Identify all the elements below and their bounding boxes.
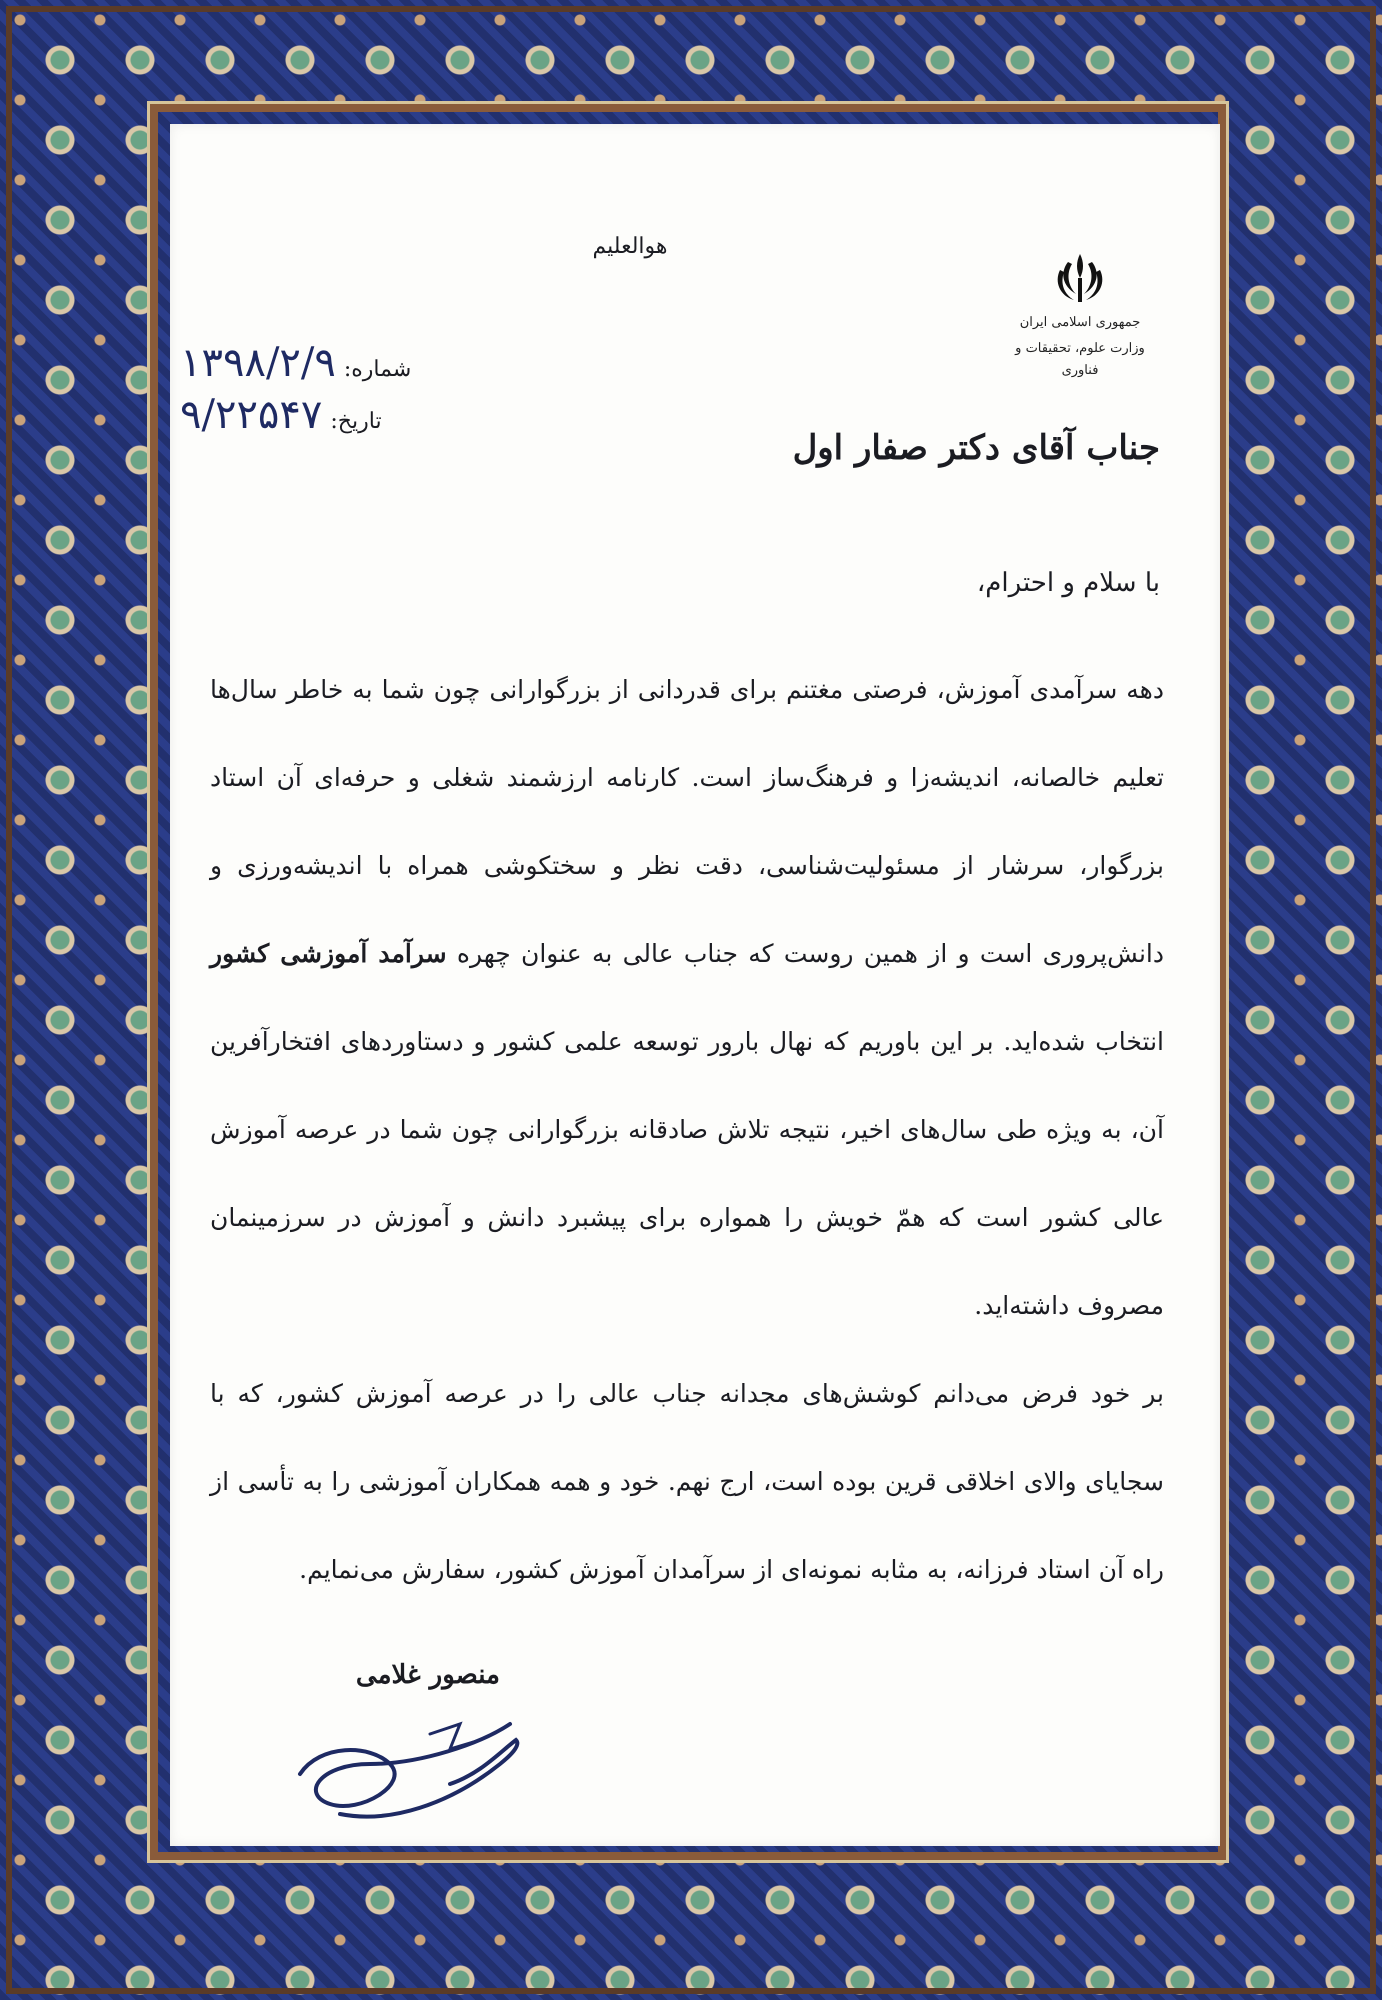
reference-date-value: ۹/۲۲۵۴۷ <box>180 392 323 438</box>
signer-name: منصور غلامی <box>355 1660 500 1690</box>
reference-number-label: شماره: <box>343 357 412 382</box>
reference-number-value: ۱۳۹۸/۲/۹ <box>180 340 336 386</box>
paragraph-2-text: بر خود فرض می‌دانم کوشش‌های مجدانه جناب عالی را در عرصه آموزش کشور، که با سجایای والای اخلاقی قرین بوده است، ارج نهم. خود و همه همکاران آموزشی را به تأسی از راه آن استاد فرزانه، به مثابه نمونه‌ای از سرآمدان آموزش کشور، سفارش می‌نمایم. <box>210 1379 1164 1584</box>
letterhead-emblem <box>1000 248 1160 382</box>
paragraph-1-text-start: دهه سرآمدی آموزش، فرصتی مغتنم برای قدردانی از بزرگوارانی چون شما به خاطر سال‌ها تعلیم خالصانه، اندیشه‌زا و فرهنگ‌ساز است. کارنامه ارزشمند شغلی و حرفه‌ای آن استاد بزرگوار، سرشار از مسئولیت‌شناسی، دقت نظر و سختکوشی همراه با اندیشه‌ورزی و دانش‌پروری است و از همین روست که جناب عالی به عنوان چهره <box>210 675 1164 968</box>
reference-number-row <box>180 340 490 392</box>
iran-emblem-icon <box>1050 248 1110 308</box>
emblem-country-text: جمهوری اسلامی ایران <box>1019 315 1141 330</box>
recipient-line: جناب آقای دکتر صفار اول <box>792 428 1160 468</box>
reference-block <box>180 340 490 444</box>
body-paragraph-1 <box>210 646 1164 1350</box>
reference-date-label: تاریخ: <box>330 409 382 434</box>
body-paragraph-2 <box>210 1350 1164 1614</box>
emblem-ministry-text: وزارت علوم، تحقیقات و فناوری <box>1015 341 1145 378</box>
letter-body <box>210 646 1164 1614</box>
reference-date-row <box>180 392 490 444</box>
letter-paper <box>170 124 1220 1846</box>
greeting-line: با سلام و احترام، <box>976 568 1160 598</box>
basmala-heading: هوالعلیم <box>592 234 668 259</box>
handwritten-signature <box>280 1704 540 1834</box>
paragraph-1-text-end: انتخاب شده‌اید. بر این باوریم که نهال بارور توسعه علمی کشور و دستاوردهای افتخارآفرین آن، به ویژه طی سال‌های اخیر، نتیجه تلاش صادقانه بزرگوارانی چون شما در عرصه آموزش عالی کشور است که همّ خویش را همواره برای پیشبرد دانش و آموزش در سرزمینمان مصروف داشته‌اید. <box>210 1027 1164 1320</box>
paragraph-1-emphasis: سرآمد آموزشی کشور <box>210 939 447 968</box>
